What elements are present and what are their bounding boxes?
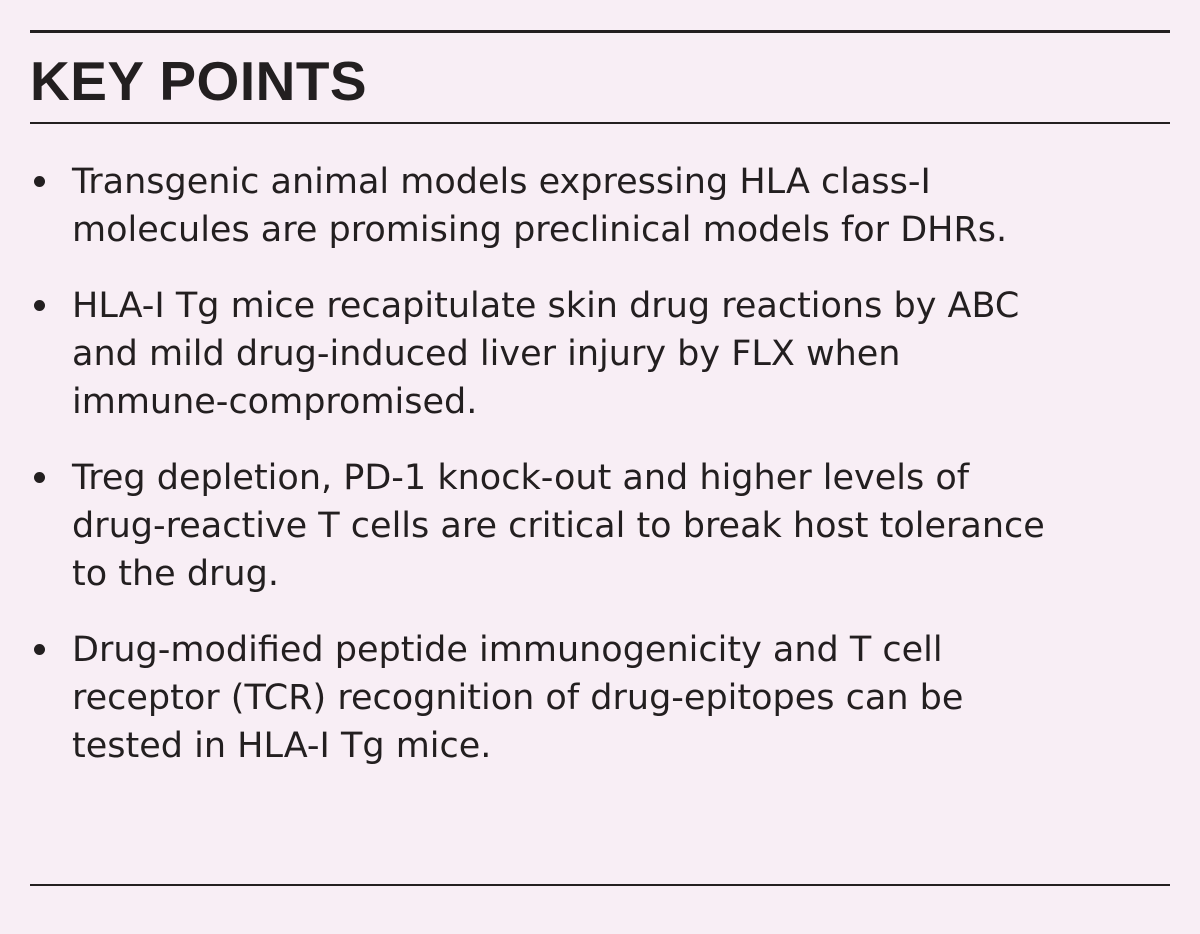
bullet-icon: [34, 300, 45, 311]
key-point-1: [30, 158, 1150, 254]
key-point-2: [30, 282, 1150, 426]
key-points-list: [30, 158, 1150, 798]
key-point-line: drug-reactive T cells are critical to break host tolerance: [72, 506, 1045, 546]
key-point-line: Drug-modified peptide immunogenicity and T cell: [72, 630, 943, 670]
key-point-line: and mild drug-induced liver injury by FLX when: [72, 334, 901, 374]
key-point-line: Treg depletion, PD-1 knock-out and higher levels of: [72, 458, 970, 498]
bottom-rule: [30, 884, 1170, 886]
key-points-heading: KEY POINTS: [30, 50, 368, 112]
key-point-line: immune-compromised.: [72, 382, 478, 422]
key-point-line: Transgenic animal models expressing HLA class-I: [72, 162, 931, 202]
bullet-icon: [34, 644, 45, 655]
bullet-icon: [34, 472, 45, 483]
key-point-3: [30, 454, 1150, 598]
heading-divider: [30, 122, 1170, 124]
key-point-line: HLA-I Tg mice recapitulate skin drug reactions by ABC: [72, 286, 1020, 326]
key-point-line: molecules are promising preclinical models for DHRs.: [72, 210, 1008, 250]
top-rule: [30, 30, 1170, 33]
key-point-4: [30, 626, 1150, 770]
key-point-line: tested in HLA-I Tg mice.: [72, 726, 492, 766]
key-point-line: to the drug.: [72, 554, 279, 594]
key-point-line: receptor (TCR) recognition of drug-epitopes can be: [72, 678, 964, 718]
bullet-icon: [34, 176, 45, 187]
